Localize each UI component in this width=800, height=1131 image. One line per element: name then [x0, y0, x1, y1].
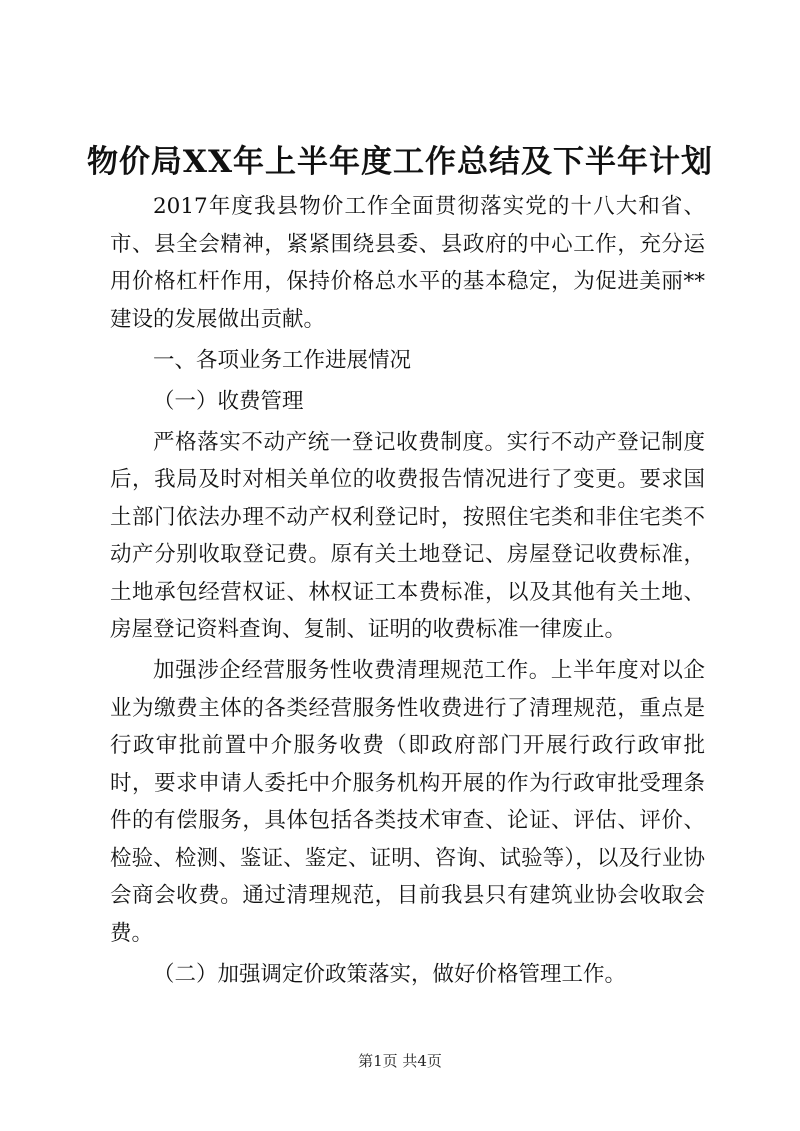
subsection-heading-2: （二）加强调定价政策落实，做好价格管理工作。 [153, 961, 627, 987]
section-heading-1: 一、各项业务工作进展情况 [153, 347, 412, 373]
page-title: 物价局XX年上半年度工作总结及下半年计划 [86, 144, 714, 180]
intro-paragraph: 2017年度我县物价工作全面贯彻落实党的十八大和省、市、县全会精神，紧紧围绕县委、县政府的中心工作，充分运用价格杠杆作用，保持价格总水平的基本稳定，为促进美丽**建设的发展做出贡献。 [110, 194, 705, 332]
body-paragraph: 严格落实不动产统一登记收费制度。实行不动产登记制度后，我局及时对相关单位的收费报告情况进行了变更。要求国土部门依法办理不动产权利登记时，按照住宅类和非住宅类不动产分别收取登记费。原有关土地登记、房屋登记收费标准，土地承包经营权证、林权证工本费标准，以及其他有关土地、房屋登记资料查询、复制、证明的收费标准一律废止。 [110, 429, 705, 643]
body-paragraph: 加强涉企经营服务性收费清理规范工作。上半年度对以企业为缴费主体的各类经营服务性收费进行了清理规范，重点是行政审批前置中介服务收费（即政府部门开展行政行政审批时，要求申请人委托中介服务机构开展的作为行政审批受理条件的有偿服务，具体包括各类技术审查、论证、评估、评价、检验、检测、鉴证、鉴定、证明、咨询、试验等），以及行业协会商会收费。通过清理规范，目前我县只有建筑业协会收取会费。 [110, 658, 705, 946]
subsection-heading-1: （一）收费管理 [153, 388, 304, 414]
page-number-footer: 第1页 共4页 [358, 1052, 442, 1070]
document-body [110, 188, 705, 993]
